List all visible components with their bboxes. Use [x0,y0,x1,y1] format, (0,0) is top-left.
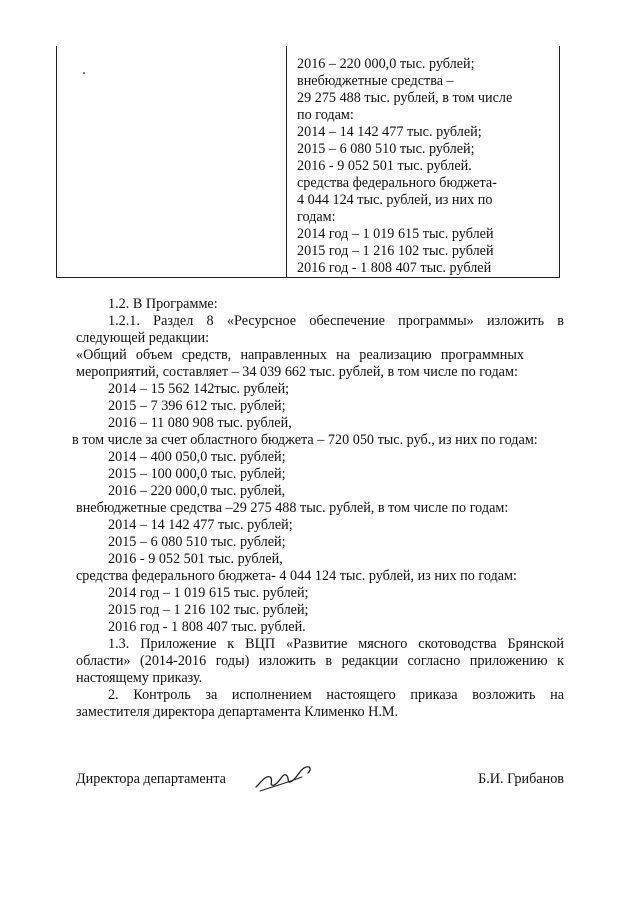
body-line: 1.3. Приложение к ВЦП «Развитие мясного скотоводства Брянской [108,636,564,652]
body-line: мероприятий, составляет – 34 039 662 тыс. рублей, в том числе по годам: [76,364,518,380]
body-line: 2016 – 220 000,0 тыс. рублей, [108,483,286,499]
signatory-name: Б.И. Грибанов [478,771,564,787]
table-line: 2014 год – 1 019 615 тыс. рублей [297,226,494,242]
body-line: настоящему приказу. [76,670,203,686]
body-line: 2015 – 100 000,0 тыс. рублей; [108,466,286,482]
body-line: внебюджетные средства –29 275 488 тыс. рублей, в том числе по годам: [76,500,509,516]
body-line: следующей редакции: [76,330,210,346]
body-line: 2014 – 15 562 142тыс. рублей; [108,381,290,397]
body-line: 2. Контроль за исполнением настоящего приказа возложить на [108,687,564,703]
funding-table [56,46,560,278]
body-line: 2015 – 6 080 510 тыс. рублей; [108,534,286,550]
table-line: 2015 – 6 080 510 тыс. рублей; [297,141,475,157]
table-right-cell [297,56,557,277]
body-line: средства федерального бюджета- 4 044 124 тыс. рублей, из них по годам: [76,568,517,584]
signatory-position: Директора департамента [76,771,226,787]
body-line: 2014 – 14 142 477 тыс. рублей; [108,517,293,533]
handwritten-signature-icon [252,757,316,797]
table-column-divider [286,46,287,277]
table-line: 2016 – 220 000,0 тыс. рублей; [297,56,475,72]
table-line: 2016 год - 1 808 407 тыс. рублей [297,260,492,276]
body-line: 2014 год – 1 019 615 тыс. рублей; [108,585,309,601]
table-line: 4 044 124 тыс. рублей, из них по [297,192,493,208]
body-line: 2016 год - 1 808 407 тыс. рублей. [108,619,306,635]
body-line: заместителя директора департамента Клименко Н.М. [76,704,399,720]
table-line: средства федерального бюджета- [297,175,497,191]
signature-block [76,771,564,801]
table-left-cell-mark [83,72,85,74]
body-line: «Общий объем средств, направленных на реализацию программных [76,347,524,363]
body-line: 1.2. В Программе: [108,296,218,312]
table-line: годам: [297,209,336,225]
body-line: 2014 – 400 050,0 тыс. рублей; [108,449,286,465]
table-line: 2016 - 9 052 501 тыс. рублей. [297,158,472,174]
body-line: 2015 год – 1 216 102 тыс. рублей; [108,602,309,618]
body-line: 2015 – 7 396 612 тыс. рублей; [108,398,286,414]
body-line: в том числе за счет областного бюджета – 720 050 тыс. руб., из них по годам: [72,432,538,448]
body-line: 1.2.1. Раздел 8 «Ресурсное обеспечение программы» изложить в [108,313,564,329]
body-line: 2016 – 11 080 908 тыс. рублей, [108,415,292,431]
table-line: 29 275 488 тыс. рублей, в том числе [297,90,513,106]
body-line: области» (2014-2016 годы) изложить в редакции согласно приложению к [76,653,564,669]
document-body [72,296,564,721]
body-line: 2016 - 9 052 501 тыс. рублей, [108,551,283,567]
table-line: внебюджетные средства – [297,73,454,89]
table-line: 2014 – 14 142 477 тыс. рублей; [297,124,482,140]
table-line: по годам: [297,107,354,123]
table-line: 2015 год – 1 216 102 тыс. рублей [297,243,494,259]
